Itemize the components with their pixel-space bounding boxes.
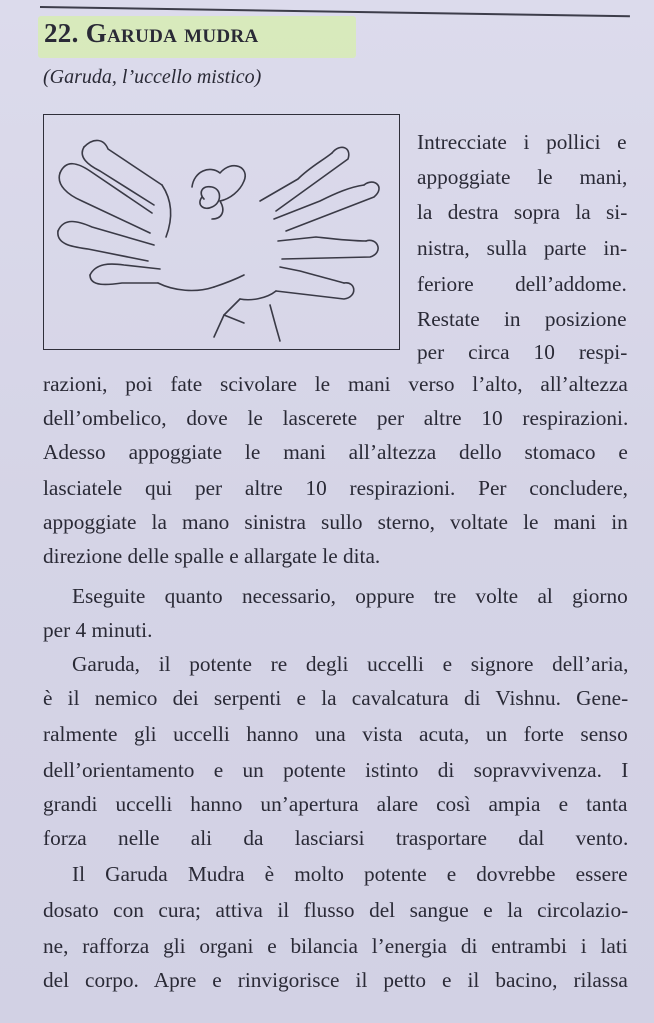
text-line: dell’orientamento e un potente istinto di sopravvivenza. I <box>43 758 629 782</box>
paragraph-first-line: Eseguite quanto necessario, oppure tre volte al giorno <box>72 584 628 608</box>
text-line: ralmente gli uccelli hanno una vista acuta, un forte senso <box>43 722 628 746</box>
text-line: Intrecciate i pollici e <box>417 130 627 154</box>
text-line: direzione delle spalle e allargate le dita. <box>43 544 381 568</box>
text-line: del corpo. Apre e rinvigorisce il petto e il bacino, rilassa <box>43 968 628 992</box>
text-line: è il nemico dei serpenti e la cavalcatura di Vishnu. Gene- <box>43 686 629 710</box>
text-line: Adesso appoggiate le mani all’altezza dello stomaco e <box>43 440 628 464</box>
heading-subtitle: (Garuda, l’uccello mistico) <box>43 66 262 88</box>
text-line: appoggiate le mani, <box>417 165 628 189</box>
text-line: appoggiate la mano sinistra sullo sterno, voltate le mani in <box>43 510 628 534</box>
paragraph-first-line: Il Garuda Mudra è molto potente e dovrebbe essere <box>72 862 628 886</box>
text-line: forza nelle ali da lasciarsi trasportare dal vento. <box>43 826 629 850</box>
text-line: dell’ombelico, dove le lascerete per altre 10 respirazioni. <box>43 406 629 430</box>
garuda-mudra-hands-icon <box>44 115 401 351</box>
text-line: dosato con cura; attiva il flusso del sangue e la circolazio- <box>43 898 629 922</box>
text-line: razioni, poi fate scivolare le mani verso l’alto, all’altezza <box>43 372 628 396</box>
text-line: per circa 10 respi- <box>417 340 628 364</box>
text-line: grandi uccelli hanno un’apertura alare così ampia e tanta <box>43 792 628 816</box>
hand-illustration <box>43 114 400 350</box>
heading-title: Garuda mudra <box>85 18 259 48</box>
heading-number: 22. <box>44 18 79 48</box>
text-line: feriore dell’addome. <box>417 272 627 296</box>
text-line: nistra, sulla parte in- <box>417 236 628 260</box>
text-line: per 4 minuti. <box>43 618 153 642</box>
text-line: ne, rafforza gli organi e bilancia l’energia di entrambi i lati <box>43 934 628 958</box>
text-line: Restate in posizione <box>417 307 627 331</box>
text-line: la destra sopra la si- <box>417 200 628 224</box>
chapter-heading <box>44 18 259 49</box>
paragraph-first-line: Garuda, il potente re degli uccelli e signore dell’aria, <box>72 652 629 676</box>
text-line: lasciatele qui per altre 10 respirazioni. Per concludere, <box>43 476 628 500</box>
